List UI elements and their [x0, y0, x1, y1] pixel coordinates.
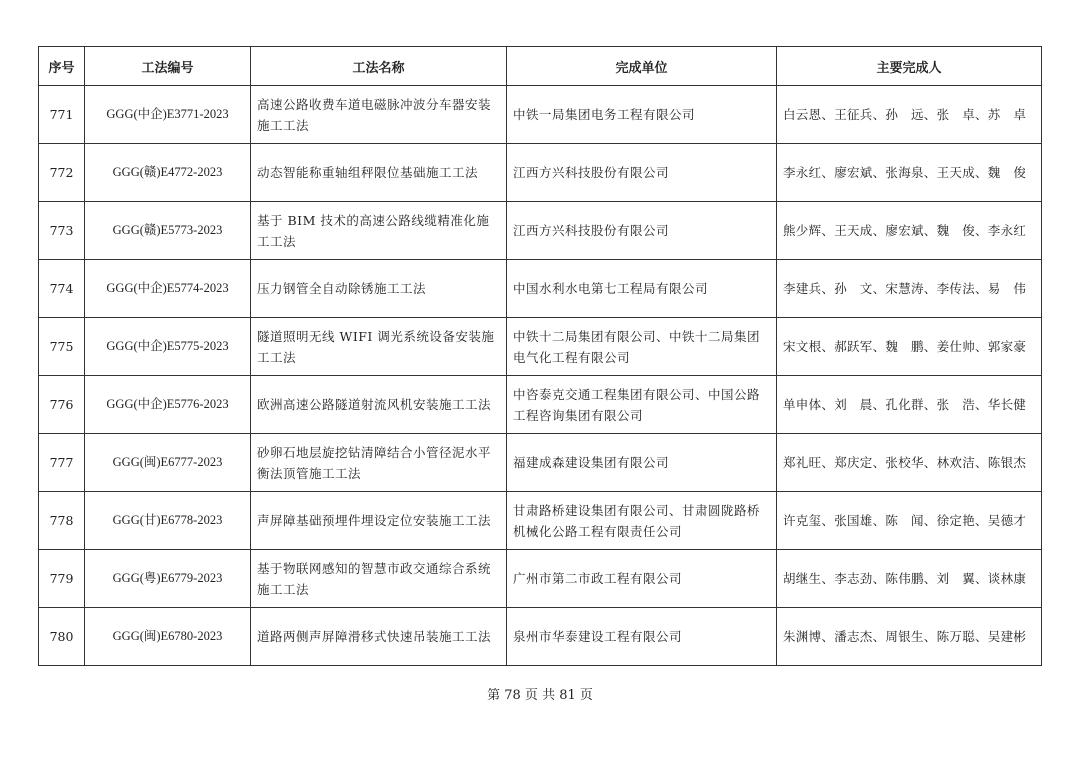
method-name-cell: 欧洲高速公路隧道射流风机安装施工工法 [251, 376, 507, 434]
method-name-cell: 砂卵石地层旋挖钻清障结合小管径泥水平衡法顶管施工工法 [251, 434, 507, 492]
table-body [39, 86, 1042, 666]
method-name-cell: 道路两侧声屏障滑移式快速吊装施工工法 [251, 608, 507, 666]
completing-unit-cell: 泉州市华泰建设工程有限公司 [507, 608, 777, 666]
page-number: 第 78 页 共 81 页 [487, 688, 593, 703]
header-row [39, 47, 1042, 86]
method-code-cell: GGG(粤)E6779-2023 [85, 550, 251, 608]
completing-unit-cell: 中国水利水电第七工程局有限公司 [507, 260, 777, 318]
main-contributors-cell: 宋文根、郝跃军、魏 鹏、姜仕帅、郭家豪 [777, 318, 1042, 376]
table-row [39, 492, 1042, 550]
method-code-cell: GGG(赣)E5773-2023 [85, 202, 251, 260]
table-row [39, 608, 1042, 666]
header-completing-unit: 完成单位 [507, 47, 777, 86]
completing-unit-cell: 甘肃路桥建设集团有限公司、甘肃圆陇路桥机械化公路工程有限责任公司 [507, 492, 777, 550]
method-name-cell: 压力钢管全自动除锈施工工法 [251, 260, 507, 318]
method-code-cell: GGG(中企)E3771-2023 [85, 86, 251, 144]
method-name-cell: 声屏障基础预埋件埋设定位安装施工工法 [251, 492, 507, 550]
serial-number-cell: 774 [39, 260, 85, 318]
method-name-cell: 基于 BIM 技术的高速公路线缆精准化施工工法 [251, 202, 507, 260]
completing-unit-cell: 中铁一局集团电务工程有限公司 [507, 86, 777, 144]
header-method-code: 工法编号 [85, 47, 251, 86]
header-main-contributors: 主要完成人 [777, 47, 1042, 86]
serial-number-cell: 779 [39, 550, 85, 608]
method-name-cell: 基于物联网感知的智慧市政交通综合系统施工工法 [251, 550, 507, 608]
header-method-name: 工法名称 [251, 47, 507, 86]
table-row [39, 434, 1042, 492]
completing-unit-cell: 广州市第二市政工程有限公司 [507, 550, 777, 608]
method-name-cell: 动态智能称重轴组秤限位基础施工工法 [251, 144, 507, 202]
method-name-cell: 隧道照明无线 WIFI 调光系统设备安装施工工法 [251, 318, 507, 376]
main-contributors-cell: 白云恩、王征兵、孙 远、张 卓、苏 卓 [777, 86, 1042, 144]
completing-unit-cell: 江西方兴科技股份有限公司 [507, 144, 777, 202]
method-code-cell: GGG(中企)E5774-2023 [85, 260, 251, 318]
serial-number-cell: 772 [39, 144, 85, 202]
main-contributors-cell: 朱渊博、潘志杰、周银生、陈万聪、吴建彬 [777, 608, 1042, 666]
method-name-cell: 高速公路收费车道电磁脉冲波分车器安装施工工法 [251, 86, 507, 144]
table-header [39, 47, 1042, 86]
main-contributors-cell: 郑礼旺、郑庆定、张校华、林欢洁、陈银杰 [777, 434, 1042, 492]
header-serial-number: 序号 [39, 47, 85, 86]
serial-number-cell: 771 [39, 86, 85, 144]
serial-number-cell: 773 [39, 202, 85, 260]
awards-table [38, 46, 1042, 666]
completing-unit-cell: 福建成森建设集团有限公司 [507, 434, 777, 492]
main-contributors-cell: 胡继生、李志劲、陈伟鹏、刘 翼、谈林康 [777, 550, 1042, 608]
main-contributors-cell: 李永红、廖宏斌、张海泉、王天成、魏 俊 [777, 144, 1042, 202]
table-row [39, 376, 1042, 434]
serial-number-cell: 776 [39, 376, 85, 434]
method-code-cell: GGG(闽)E6780-2023 [85, 608, 251, 666]
serial-number-cell: 778 [39, 492, 85, 550]
main-contributors-cell: 单申体、刘 晨、孔化群、张 浩、华长健 [777, 376, 1042, 434]
completing-unit-cell: 中咨泰克交通工程集团有限公司、中国公路工程咨询集团有限公司 [507, 376, 777, 434]
table-row [39, 202, 1042, 260]
table-row [39, 550, 1042, 608]
method-code-cell: GGG(甘)E6778-2023 [85, 492, 251, 550]
method-code-cell: GGG(中企)E5776-2023 [85, 376, 251, 434]
table-row [39, 86, 1042, 144]
main-contributors-cell: 许克玺、张国雄、陈 闻、徐定艳、吴德才 [777, 492, 1042, 550]
completing-unit-cell: 中铁十二局集团有限公司、中铁十二局集团电气化工程有限公司 [507, 318, 777, 376]
main-contributors-cell: 李建兵、孙 文、宋慧涛、李传法、易 伟 [777, 260, 1042, 318]
main-contributors-cell: 熊少辉、王天成、廖宏斌、魏 俊、李永红 [777, 202, 1042, 260]
serial-number-cell: 775 [39, 318, 85, 376]
serial-number-cell: 780 [39, 608, 85, 666]
method-code-cell: GGG(赣)E4772-2023 [85, 144, 251, 202]
completing-unit-cell: 江西方兴科技股份有限公司 [507, 202, 777, 260]
serial-number-cell: 777 [39, 434, 85, 492]
method-code-cell: GGG(中企)E5775-2023 [85, 318, 251, 376]
method-code-cell: GGG(闽)E6777-2023 [85, 434, 251, 492]
table-row [39, 260, 1042, 318]
table-row [39, 318, 1042, 376]
table-row [39, 144, 1042, 202]
